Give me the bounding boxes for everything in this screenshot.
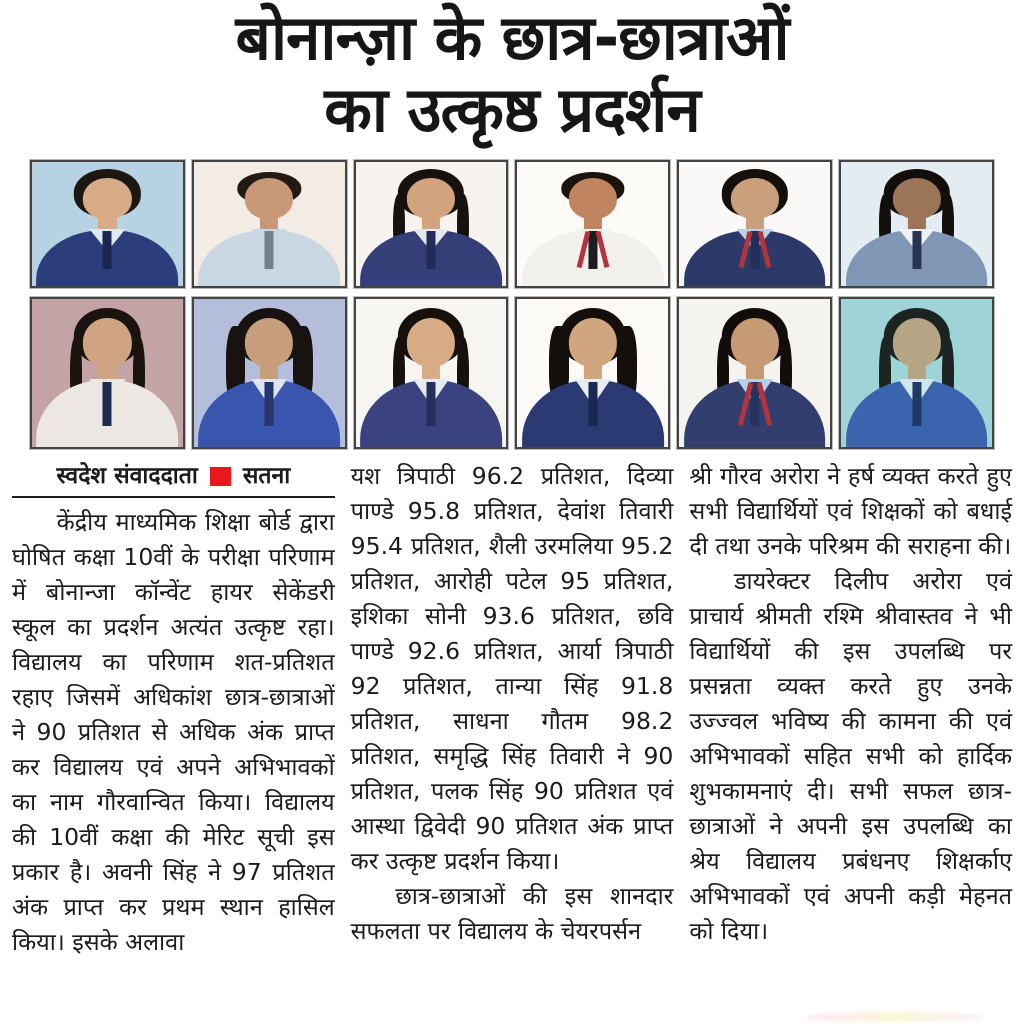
- red-square-bullet: [210, 467, 231, 486]
- photo-grid: [30, 160, 994, 449]
- article-headline: [0, 0, 1024, 146]
- student-photo: [515, 160, 670, 288]
- photo-row: [30, 297, 994, 449]
- student-photo: [354, 297, 509, 449]
- student-photo: [30, 297, 185, 449]
- student-photo: [30, 160, 185, 288]
- student-photo: [192, 297, 347, 449]
- photo-row: [30, 160, 994, 288]
- paragraph: श्री गौरव अरोरा ने हर्ष व्यक्त करते हुए सभी विद्यार्थियों एवं शिक्षकों को बधाई दी तथा उनके परिश्रम की सराहना की।: [689, 462, 1013, 560]
- print-smudge: [804, 1012, 984, 1022]
- byline-rule: [12, 496, 335, 498]
- headline-line-2: का उत्कृष्ठ प्रदर्शन: [324, 73, 700, 146]
- student-photo: [354, 160, 509, 288]
- student-photo: [677, 160, 832, 288]
- paragraph: डायरेक्टर दिलीप अरोरा एवं प्राचार्य श्रीमती रश्मि श्रीवास्तव ने भी विद्यार्थियों की इस उपलब्धि पर प्रसन्नता व्यक्त करते हुए उनके उज्ज्वल भविष्य की कामना की एवं अभिभावकों सहित सभी को हार्दिक शुभकामनाएं दी। सभी सफल छात्र-छात्राओं ने अपनी इस उपलब्धि का श्रेय विद्यालय प्रबंधनए शिक्षर्काए अभिभावकों एवं अपनी कड़ी मेहनत को दिया।: [689, 567, 1013, 945]
- text-column-2: [351, 459, 674, 960]
- text-column-1: [12, 459, 335, 960]
- paragraph: केंद्रीय माध्यमिक शिक्षा बोर्ड द्वारा घोषित कक्षा 10वीं के परीक्षा परिणाम में बोनान्जा कॉन्वेंट हायर सेकेंडरी स्कूल का प्रदर्शन अत्यंत उत्कृष्ट रहा। विद्यालय का परिणाम शत-प्रतिशत रहाए जिसमें अधिकांश छात्र-छात्राओं ने 90 प्रतिशत से अधिक अंक प्राप्त कर विद्यालय एवं अपने अभिभावकों का नाम गौरवान्वित किया। विद्यालय की 10वीं कक्षा की मेरिट सूची इस प्रकार है। अवनी सिंह ने 97 प्रतिशत अंक प्राप्त कर प्रथम स्थान हासिल किया। इसके अलावा: [12, 508, 335, 956]
- text-column-3: [689, 459, 1012, 960]
- byline: [12, 459, 335, 491]
- student-photo: [839, 297, 994, 449]
- article-body: [12, 459, 1012, 960]
- student-photo: [192, 160, 347, 288]
- student-photo: [839, 160, 994, 288]
- paragraph: यश त्रिपाठी 96.2 प्रतिशत, दिव्या पाण्डे 95.8 प्रतिशत, देवांश तिवारी 95.4 प्रतिशत, शैली उरमलिया 95.2 प्रतिशत, आरोही पटेल 95 प्रतिशत, इशिका सोनी 93.6 प्रतिशत, छवि पाण्डे 92.6 प्रतिशत, आर्या त्रिपाठी 92 प्रतिशत, तान्या सिंह 91.8 प्रतिशत, साधना गौतम 98.2 प्रतिशत, समृद्धि सिंह तिवारी ने 90 प्रतिशत, पलक सिंह 90 प्रतिशत एवं आस्था द्विवेदी 90 प्रतिशत अंक प्राप्त कर उत्कृष्ट प्रदर्शन किया।: [350, 462, 674, 875]
- paragraph: छात्र-छात्राओं की इस शानदार सफलता पर विद्यालय के चेयरपर्सन: [350, 882, 674, 945]
- headline-line-1: बोनान्ज़ा के छात्र-छात्राओं: [235, 1, 789, 74]
- byline-reporter: स्वदेश संवाददाता: [56, 463, 198, 489]
- byline-location: सतना: [242, 463, 291, 489]
- student-photo: [677, 297, 832, 449]
- student-photo: [515, 297, 670, 449]
